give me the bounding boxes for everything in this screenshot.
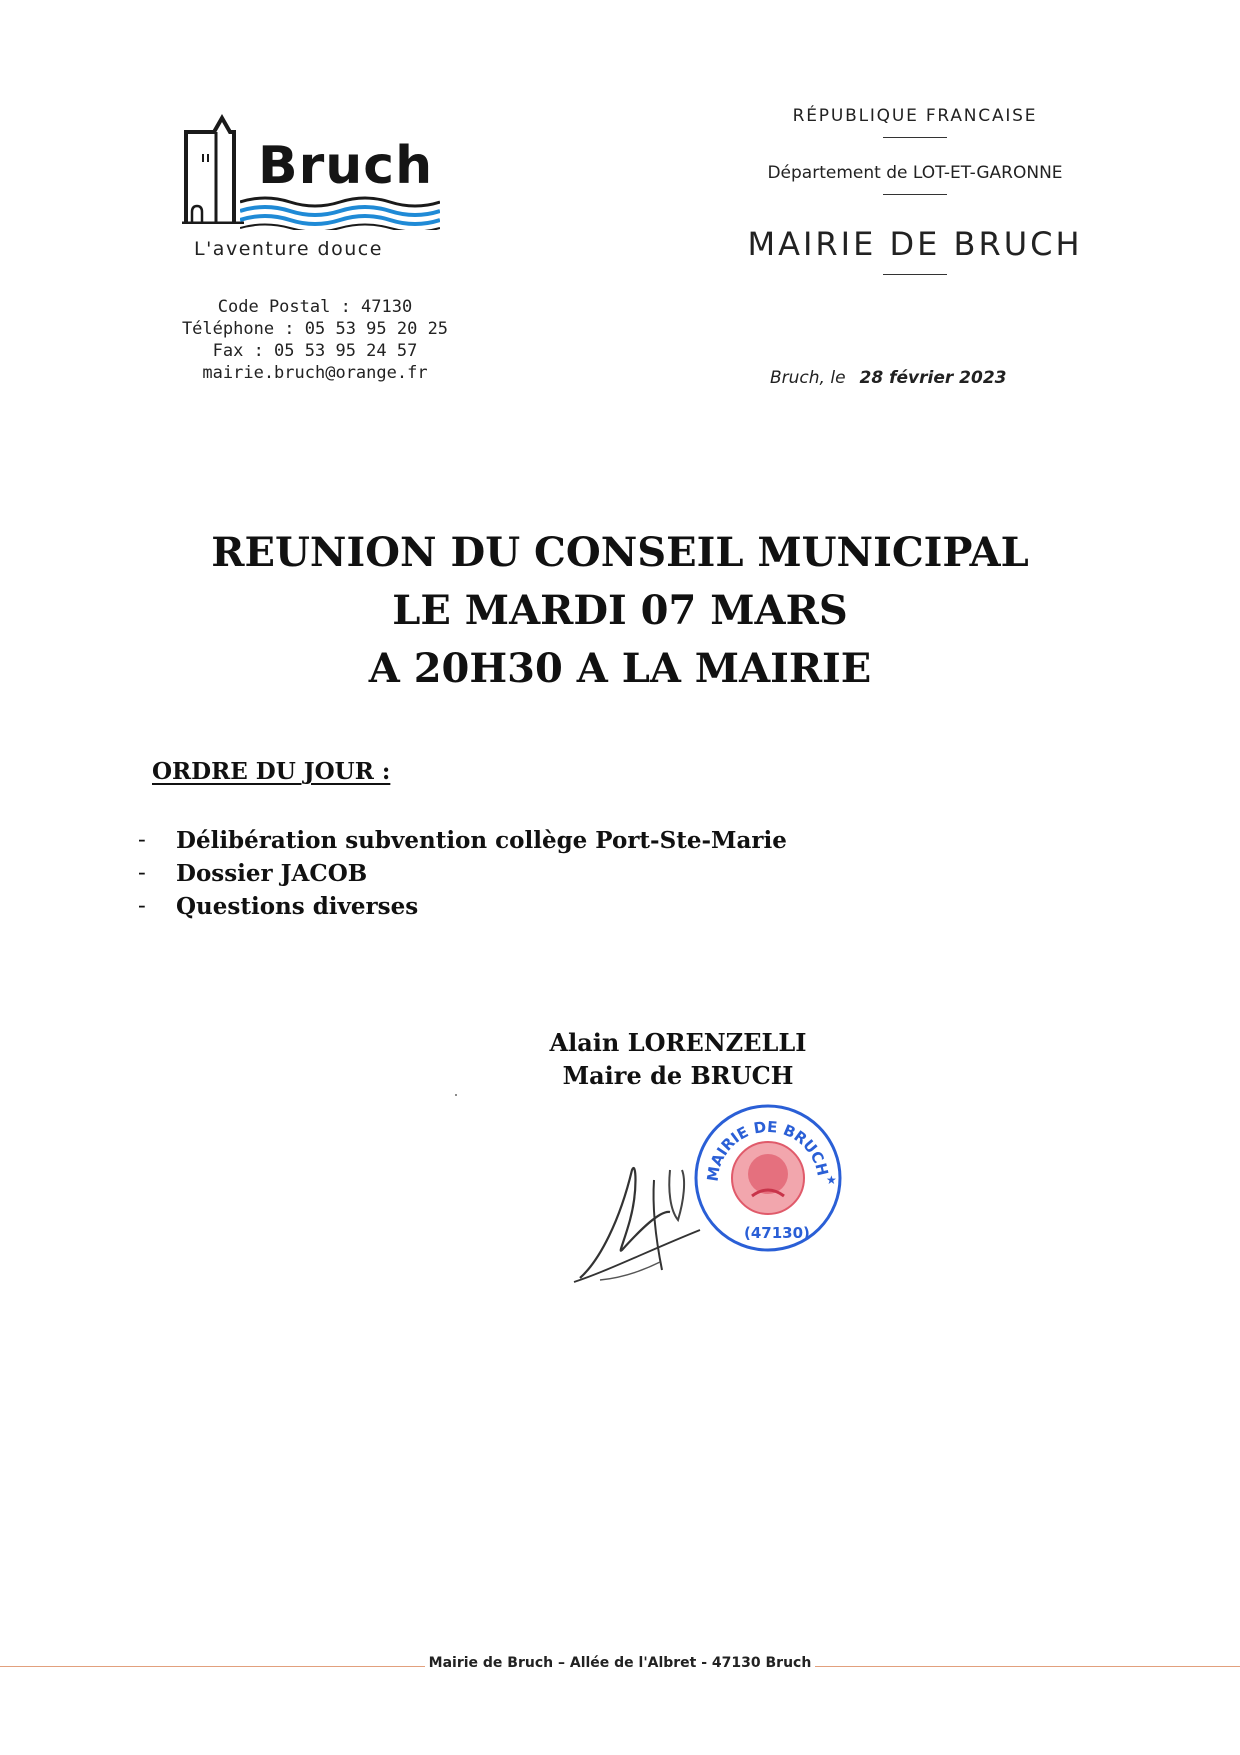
official-header (720, 106, 1110, 275)
stamp-top-text: MAIRIE DE BRUCH (703, 1117, 832, 1183)
agenda-list (136, 824, 787, 923)
mairie-label: MAIRIE DE BRUCH (747, 225, 1083, 263)
agenda-item-text: Délibération subvention collège Port-Ste-Marie (176, 827, 787, 854)
footer-address (300, 1655, 940, 1671)
date-line (770, 368, 1007, 388)
agenda-item-text: Dossier JACOB (176, 860, 368, 887)
footer-address-text: Mairie de Bruch – Allée de l'Albret - 47130 Bruch (425, 1655, 816, 1671)
postal-code: Code Postal : 47130 (217, 297, 413, 317)
logo-tagline: L'aventure douce (194, 238, 383, 260)
document-date: 28 février 2023 (859, 368, 1007, 388)
agenda-item-text: Questions diverses (176, 893, 419, 920)
agenda-bullet: - (138, 827, 146, 853)
svg-text:★: ★ (826, 1173, 837, 1187)
divider (883, 274, 947, 275)
title-line-1: REUNION DU CONSEIL MUNICIPAL (211, 529, 1029, 576)
handwritten-signature (570, 1150, 750, 1290)
title-line-3: A 20H30 A LA MAIRIE (368, 645, 872, 692)
bruch-logo (182, 112, 452, 262)
divider (883, 194, 947, 195)
agenda-heading: ORDRE DU JOUR : (152, 758, 391, 785)
agenda-bullet: - (138, 860, 146, 886)
agenda-item (136, 857, 787, 890)
email: mairie.bruch@orange.fr (202, 363, 428, 383)
fax: Fax : 05 53 95 24 57 (212, 341, 418, 361)
date-prefix: Bruch, le (770, 368, 846, 388)
agenda-item (136, 890, 787, 923)
signatory (520, 1026, 836, 1092)
divider (883, 137, 947, 138)
title-line-2: LE MARDI 07 MARS (392, 587, 848, 634)
telephone: Téléphone : 05 53 95 20 25 (181, 319, 449, 339)
stamp-bottom-text: (47130) (744, 1224, 810, 1242)
agenda-item (136, 824, 787, 857)
signatory-name: Alain LORENZELLI (549, 1028, 807, 1057)
republic-label: RÉPUBLIQUE FRANCAISE (792, 106, 1038, 126)
meeting-title (140, 524, 1100, 698)
contact-block (170, 296, 460, 384)
agenda-bullet: - (138, 893, 146, 919)
scan-speck (455, 1094, 457, 1096)
waves-icon (240, 194, 440, 230)
department-label: Département de LOT-ET-GARONNE (767, 163, 1063, 183)
logo-wordmark: Bruch (258, 136, 434, 196)
signatory-role: Maire de BRUCH (562, 1061, 794, 1090)
